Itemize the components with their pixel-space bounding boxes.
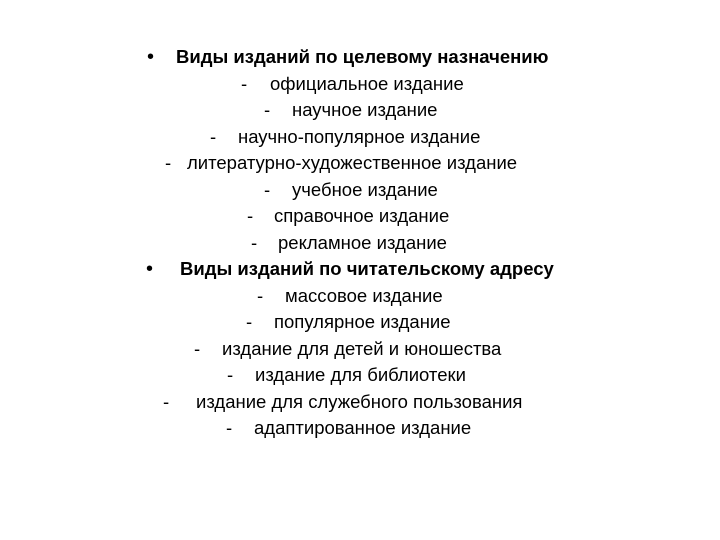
list-item-text: учебное издание <box>292 178 438 200</box>
list-item-text: научное издание <box>292 99 438 120</box>
list-item <box>0 415 720 442</box>
list-item <box>0 124 720 151</box>
heading-text: Виды изданий по целевому назначению <box>176 46 549 67</box>
list-item-text: научно-популярное издание <box>238 125 481 147</box>
list-item <box>0 389 720 416</box>
list-item-text: популярное издание <box>274 311 451 332</box>
list-item <box>0 97 720 124</box>
list-item <box>0 203 720 230</box>
list-item <box>0 230 720 257</box>
dash-marker: - <box>257 284 264 306</box>
dash-marker: - <box>264 178 271 200</box>
list-item-text: массовое издание <box>285 284 443 306</box>
list-item <box>0 177 720 204</box>
bullet-icon: • <box>146 258 154 280</box>
dash-marker: - <box>264 99 271 120</box>
dash-marker: - <box>251 231 258 253</box>
bullet-icon: • <box>147 46 155 68</box>
list-item-text: официальное издание <box>270 72 464 94</box>
list-item <box>0 150 720 177</box>
list-item-text: издание для библиотеки <box>255 364 466 385</box>
list-item-text: справочное издание <box>274 205 450 226</box>
dash-marker: - <box>226 417 233 438</box>
dash-marker: - <box>241 72 248 94</box>
list-item <box>0 71 720 98</box>
dash-marker: - <box>194 337 201 359</box>
section-heading-purpose <box>0 44 720 71</box>
list-item <box>0 283 720 310</box>
list-item-text: рекламное издание <box>278 231 447 253</box>
list-item-text: литературно-художественное издание <box>187 152 518 173</box>
list-item <box>0 362 720 389</box>
dash-marker: - <box>163 390 170 412</box>
dash-marker: - <box>210 125 217 147</box>
list-item <box>0 309 720 336</box>
list-item-text: издание для служебного пользования <box>196 390 523 412</box>
heading-text: Виды изданий по читательскому адресу <box>180 258 554 279</box>
dash-marker: - <box>247 205 254 226</box>
dash-marker: - <box>246 311 253 332</box>
list-item-text: издание для детей и юношества <box>222 337 502 359</box>
list-item <box>0 336 720 363</box>
publication-types-list <box>0 44 720 442</box>
section-heading-readership <box>0 256 720 283</box>
list-item-text: адаптированное издание <box>254 417 472 438</box>
dash-marker: - <box>227 364 234 385</box>
dash-marker: - <box>165 152 172 173</box>
